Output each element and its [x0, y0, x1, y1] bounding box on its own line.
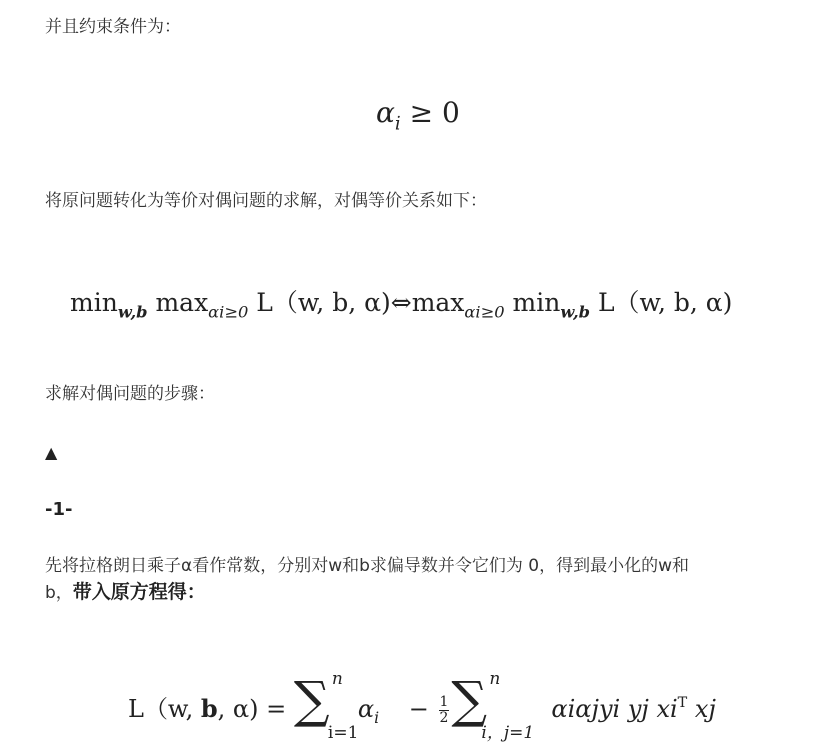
sum-1-upper: n: [331, 669, 343, 689]
eq2-max: max: [155, 288, 209, 317]
eq1-alpha: α: [376, 96, 395, 129]
eq1-subscript: i: [394, 113, 401, 135]
eq2-max-sub: αi≥0: [208, 302, 249, 322]
sum-1: [293, 669, 359, 743]
eq3-transpose: T: [677, 694, 688, 711]
derivation-line-2: [45, 579, 805, 606]
derivation-bold-text: 带入原方程得：: [72, 581, 206, 603]
eq3-lhs-b: b: [200, 694, 218, 723]
dual-equivalence-equation: [70, 283, 732, 322]
eq3-alpha-i-sub: i: [374, 709, 380, 728]
half-fraction: [439, 695, 450, 726]
sum-2-upper: n: [489, 669, 501, 689]
eq1-zero: 0: [442, 96, 460, 129]
derivation-line-2-start: b，: [45, 583, 73, 603]
eq2-min-sub-2: w,b: [560, 302, 590, 322]
eq2-min-sub: w,b: [117, 302, 148, 322]
eq2-max-2: max: [411, 288, 465, 317]
fraction-numerator: 1: [439, 694, 449, 710]
eq2-min: min: [70, 288, 118, 317]
sigma-1-icon: ∑: [293, 671, 330, 729]
eq2-max-sub-2: αi≥0: [464, 302, 505, 322]
eq3-term: αiαjyi yj xi: [551, 695, 678, 723]
eq3-xj: xj: [694, 695, 716, 723]
triangle-icon: ▲: [45, 443, 58, 462]
eq3-lhs-rest: , α) =: [217, 695, 287, 723]
constraint-equation: [376, 96, 460, 134]
eq1-ge: ≥: [409, 96, 434, 129]
sum-1-lower: i=1: [327, 723, 359, 743]
dual-intro-text: 将原问题转化为等价对偶问题的求解，对偶等价关系如下：: [45, 191, 487, 211]
eq3-lhs-L: L（w,: [128, 695, 201, 723]
derivation-text: [45, 553, 805, 606]
derivation-line-1: 先将拉格朗日乘子α看作常数，分别对w和b求偏导数并令它们为 0，得到最小化的w和: [45, 556, 690, 576]
eq2-lagrangian: L（w, b, α): [256, 288, 391, 317]
eq3-minus: −: [408, 695, 429, 723]
constraint-intro-text: 并且约束条件为：: [45, 17, 181, 37]
eq2-min-2: min: [512, 288, 561, 317]
step-marker: -1-: [45, 499, 73, 520]
sigma-2-icon: ∑: [451, 671, 488, 729]
eq3-alpha-i: α: [357, 695, 375, 723]
sum-2-lower: i，j=1: [481, 723, 535, 743]
dual-lagrangian-equation: [128, 669, 716, 743]
sum-2: [451, 669, 551, 743]
eq2-lagrangian-2: L（w, b, α): [597, 288, 733, 317]
fraction-denominator: 2: [439, 710, 449, 726]
steps-intro-text: 求解对偶问题的步骤：: [45, 384, 215, 404]
eq2-iff: ⇔: [390, 288, 412, 317]
